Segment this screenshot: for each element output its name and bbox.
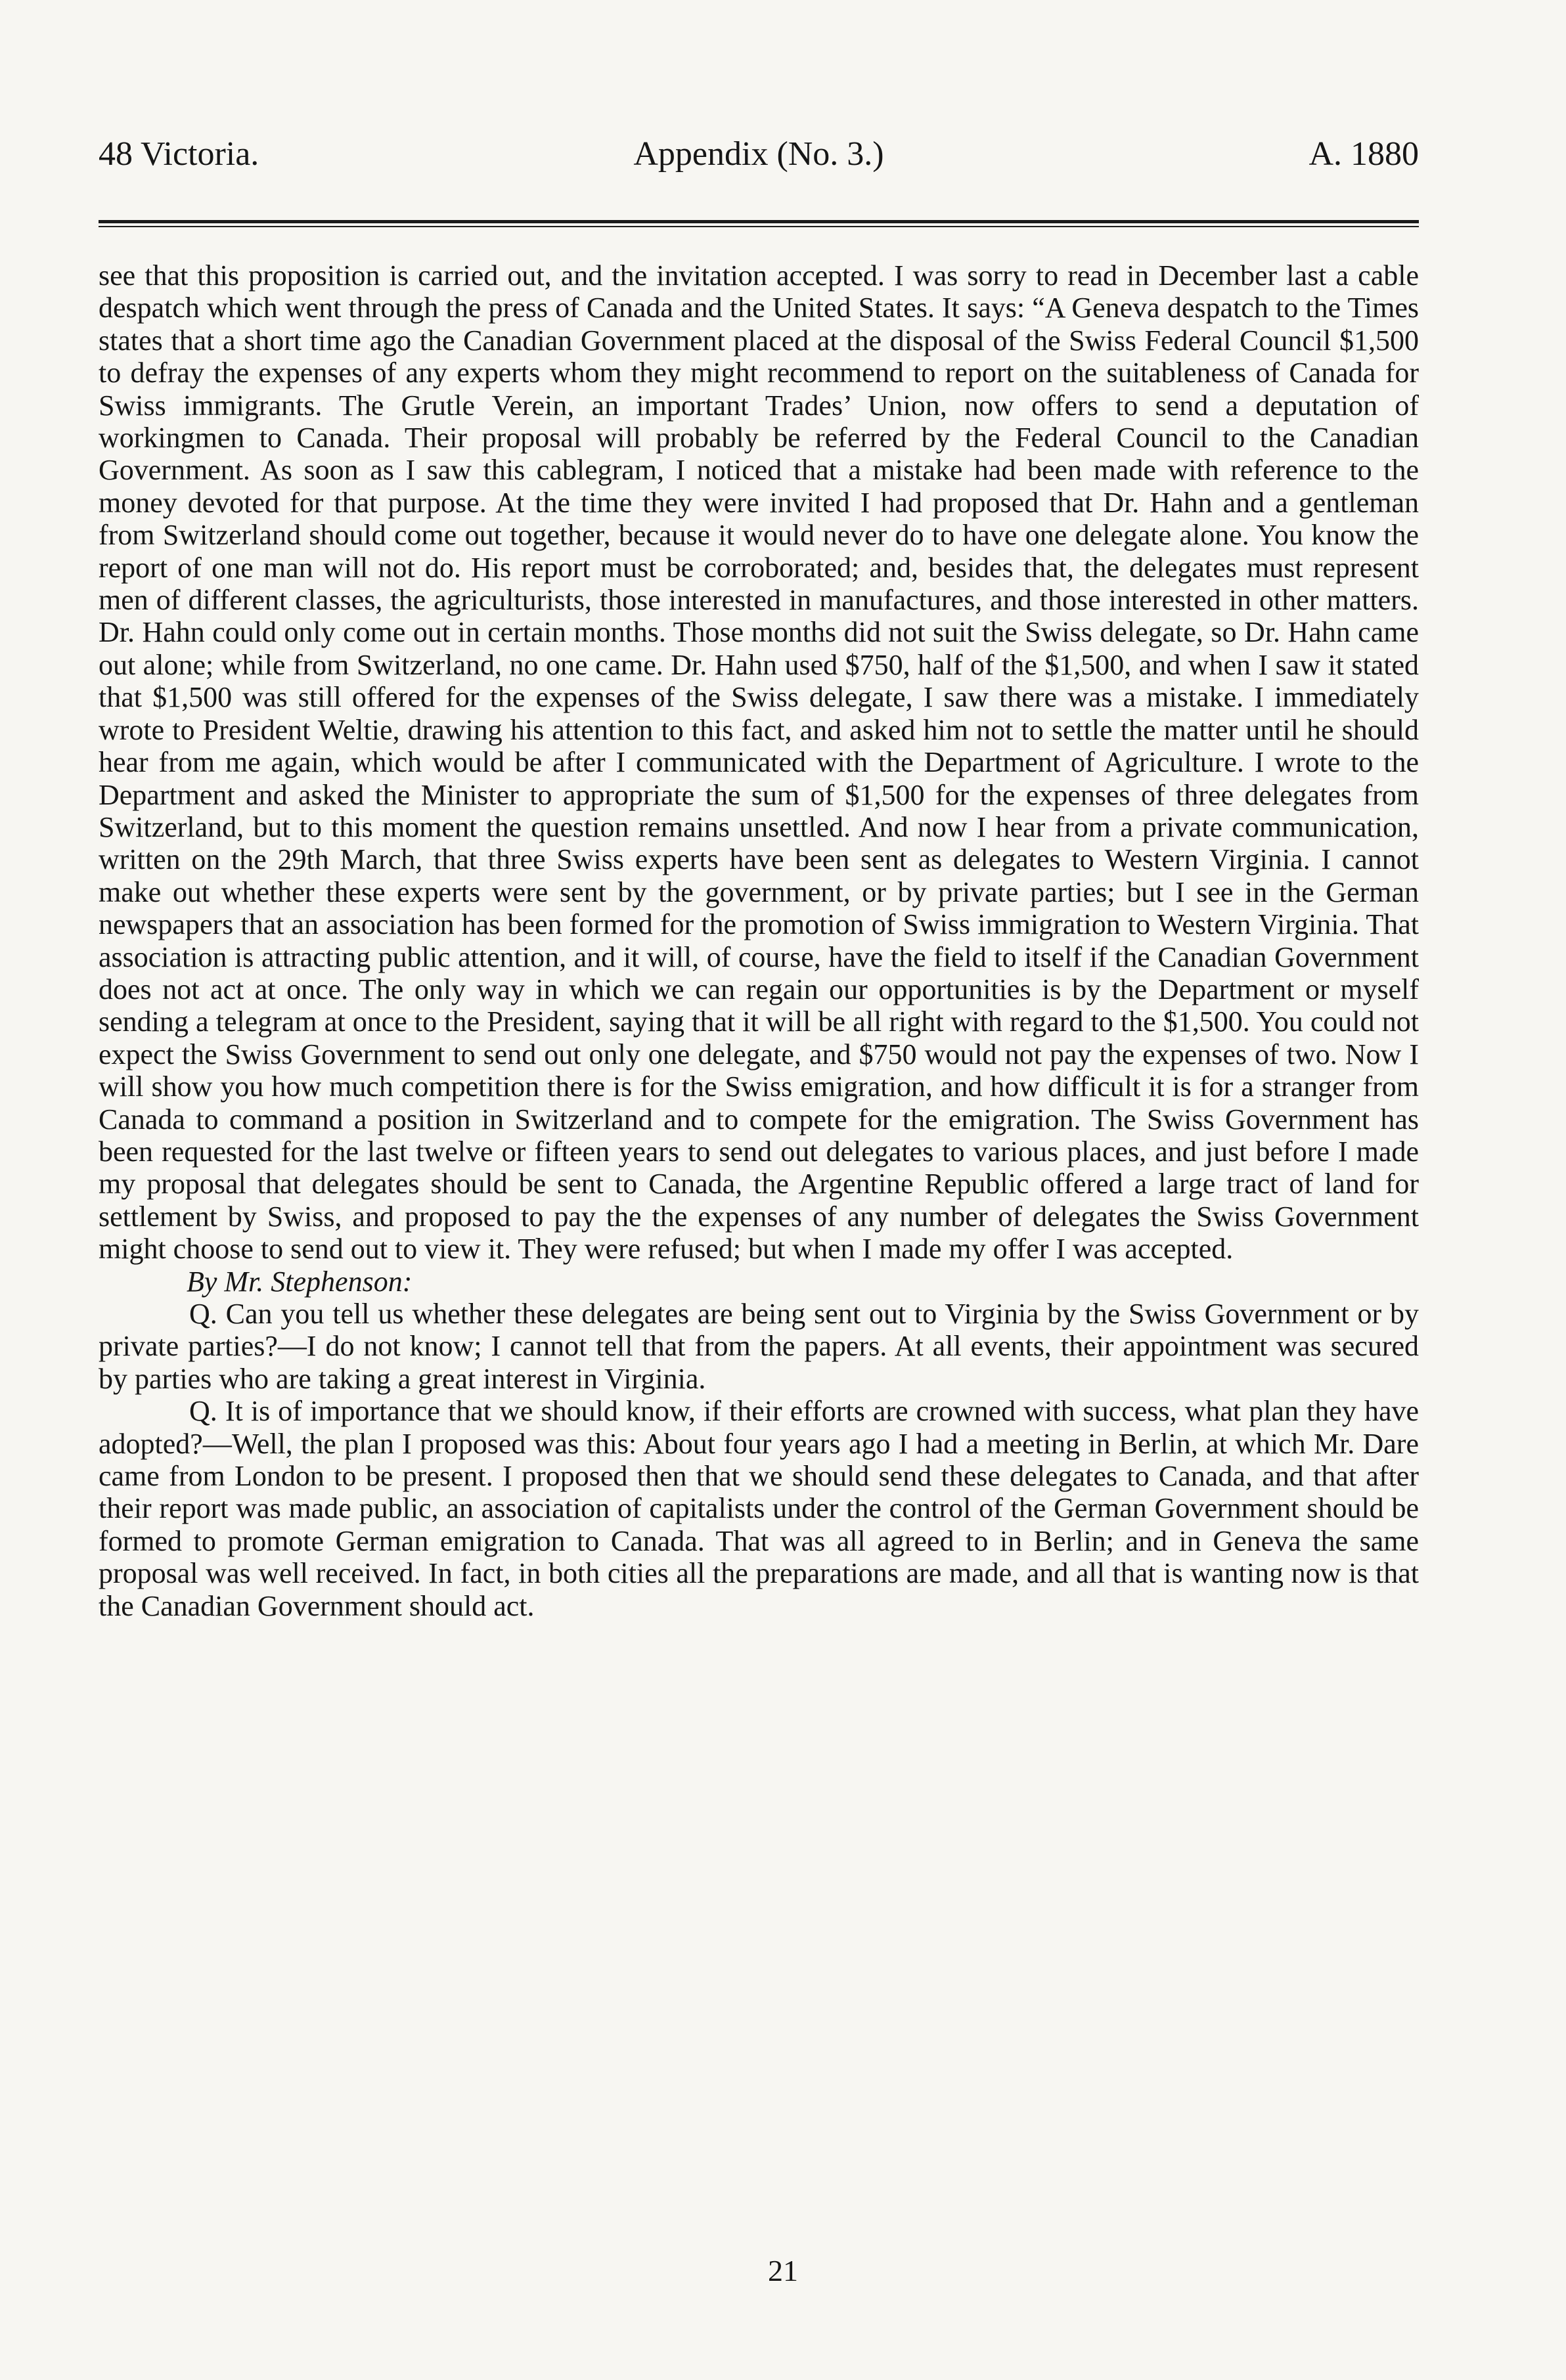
- paragraph-continuation: see that this proposition is carried out, and the invitation accepted. I was sorry to read in December last a cable despatch which went through the press of Canada and the United States. It says: “A Geneva despatch to the Times states that a short time ago the Canadian Government placed at the disposal of the Swiss Federal Council $1,500 to defray the expenses of any experts whom they might recommend to report on the suitableness of Canada for Swiss immigrants. The Grutle Verein, an important Trades’ Union, now offers to send a deputation of workingmen to Canada. Their proposal will probably be referred by the Federal Council to the Canadian Government. As soon as I saw this cablegram, I noticed that a mistake had been made with reference to the money devoted for that purpose. At the time they were invited I had proposed that Dr. Hahn and a gentleman from Switzerland should come out together, because it would never do to have one delegate alone. You know the report of one man will not do. His report must be corroborated; and, besides that, the delegates must represent men of different classes, the agriculturists, those interested in manufactures, and those interested in other matters. Dr. Hahn could only come out in certain months. Those months did not suit the Swiss delegate, so Dr. Hahn came out alone; while from Switzerland, no one came. Dr. Hahn used $750, half of the $1,500, and when I saw it stated that $1,500 was still offered for the expenses of the Swiss delegate, I saw there was a mistake. I immediately wrote to President Weltie, drawing his attention to this fact, and asked him not to settle the matter until he should hear from me again, which would be after I communicated with the Department of Agriculture. I wrote to the Department and asked the Minister to appropriate the sum of $1,500 for the expenses of three delegates from Switzerland, but to this moment the question remains unsettled. And now I hear from a private communication, written on the 29th March, that three Swiss experts have been sent as delegates to Western Virginia. I cannot make out whether these experts were sent by the government, or by private parties; but I see in the German newspapers that an association has been formed for the promotion of Swiss immigration to Western Virginia. That association is attracting public attention, and it will, of course, have the field to itself if the Canadian Government does not act at once. The only way in which we can regain our opportunities is by the Department or myself sending a telegram at once to the President, saying that it will be all right with regard to the $1,500. You could not expect the Swiss Government to send out only one delegate, and $750 would not pay the expenses of two. Now I will show you how much competition there is for the Swiss emigration, and how difficult it is for a stranger from Canada to command a position in Switzerland and to compete for the emigration. The Swiss Government has been requested for the last twelve or fifteen years to send out delegates to various places, and just before I made my proposal that delegates should be sent to Canada, the Argentine Republic offered a large tract of land for settlement by Swiss, and proposed to pay the the expenses of any number of delegates the Swiss Government might choose to send out to view it. They were refused; but when I made my offer I was accepted.: [99, 259, 1419, 1266]
- header-appendix: Appendix (No. 3.): [633, 135, 884, 173]
- question-1: Q. Can you tell us whether these delegates are being sent out to Virginia by the Swiss Government or by private parties?—I do not know; I cannot tell that from the papers. At all events, their appointment was secured by parties who are taking a great interest in Virginia.: [99, 1298, 1419, 1395]
- header-rule-thin: [99, 226, 1419, 227]
- page-number: 21: [768, 2254, 798, 2287]
- running-header: [99, 135, 1419, 187]
- question-2: Q. It is of importance that we should know, if their efforts are crowned with success, what plan they have adopted?—Well, the plan I proposed was this: About four years ago I had a meeting in Berlin, at which Mr. Dare came from London to be present. I proposed then that we should send these delegates to Canada, and that after their report was made public, an association of capitalists under the control of the German Government should be formed to promote German emigration to Canada. That was all agreed to in Berlin; and in Geneva the same proposal was well received. In fact, in both cities all the preparations are made, and all that is wanting now is that the Canadian Government should act.: [99, 1395, 1419, 1622]
- header-session: 48 Victoria.: [99, 135, 259, 173]
- header-year: A. 1880: [1309, 135, 1419, 173]
- section-heading: By Mr. Stephenson:: [187, 1265, 413, 1298]
- body-text: [99, 259, 1419, 1622]
- header-rule: [99, 220, 1419, 223]
